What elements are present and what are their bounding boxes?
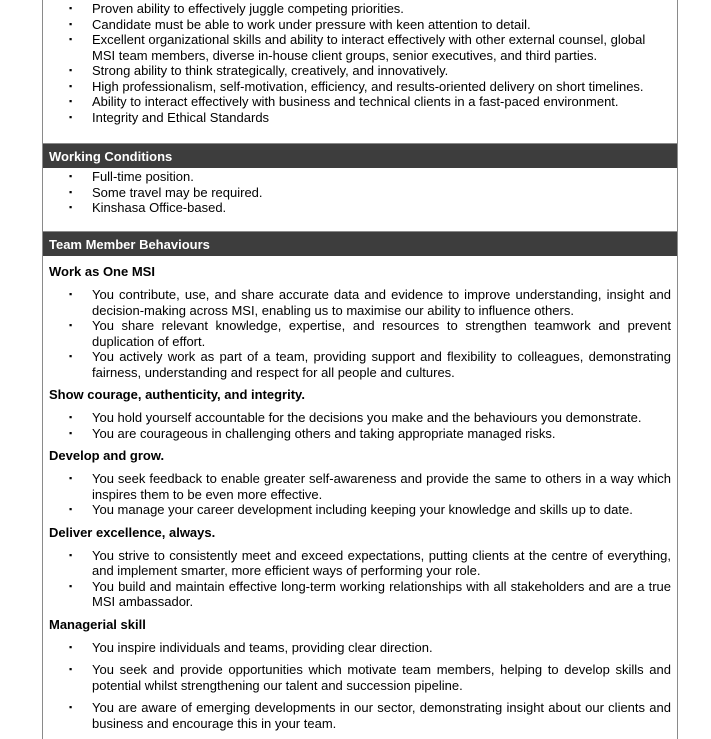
list-item: ▪ You hold yourself accountable for the decisions you make and the behaviours you demonstrate.: [69, 410, 642, 425]
list-item: ▪ Proven ability to effectively juggle competing priorities.: [69, 1, 404, 16]
behaviour-heading: Managerial skill: [49, 616, 146, 632]
bullet-icon: ▪: [69, 171, 73, 181]
bullet-icon: ▪: [69, 65, 73, 75]
bullet-icon: ▪: [69, 34, 73, 44]
working-conditions-list: [43, 169, 677, 216]
document-frame: [42, 0, 678, 739]
behaviour-heading: Show courage, authenticity, and integrity.: [49, 387, 305, 402]
bullet-icon: ▪: [69, 3, 73, 13]
bullet-icon: ▪: [69, 202, 73, 212]
behaviour-heading: Work as One MSI: [49, 264, 155, 279]
behaviour-heading: Develop and grow.: [49, 448, 165, 463]
behaviour-heading: Deliver excellence, always.: [49, 524, 216, 540]
list-item: ▪ You inspire individuals and teams, providing clear direction.: [69, 639, 433, 655]
list-item: ▪ You are courageous in challenging others and taking appropriate managed risks.: [69, 425, 556, 441]
list-item: ▪ You seek feedback to enable greater self-awareness and provide the same to others in a way which inspires them to be even more effective.: [69, 471, 671, 502]
bullet-icon: ▪: [69, 111, 73, 122]
bullet-icon: ▪: [69, 18, 73, 29]
bullet-icon: ▪: [69, 96, 73, 106]
list-item: ▪ You manage your career development including keeping your knowledge and skills up to date.: [69, 502, 633, 517]
working-conditions-section: [43, 143, 677, 216]
section-header-working-conditions: Working Conditions: [43, 143, 677, 168]
behaviour-list: [43, 287, 677, 380]
behaviour-list: [43, 640, 677, 732]
list-item: ▪ Strong ability to think strategically, creatively, and innovatively.: [69, 63, 449, 78]
requirements-list: [43, 1, 677, 125]
list-item: ▪ You strive to consistently meet and exceed expectations, putting clients at the centre of everything, and implement smarter, more efficient ways of performing your role.: [69, 547, 671, 578]
list-item: ▪ Ability to interact effectively with business and technical clients in a fast-paced environment.: [69, 94, 619, 109]
list-item: ▪ You contribute, use, and share accurate data and evidence to improve understanding, insight and decision-making across MSI, enabling us to maximise our ability to influence others.: [69, 287, 671, 318]
list-item: ▪ Kinshasa Office-based.: [69, 200, 227, 215]
behaviour-list: [43, 471, 677, 518]
list-item: ▪ Integrity and Ethical Standards: [69, 109, 270, 125]
list-item: ▪ You are aware of emerging developments in our sector, demonstrating insight about our clients and business and encourage this in your team.: [69, 700, 671, 731]
bullet-icon: ▪: [69, 641, 73, 652]
bullet-icon: ▪: [69, 549, 73, 560]
bullet-icon: ▪: [69, 580, 73, 591]
list-item: ▪ You build and maintain effective long-term working relationships with all stakeholders and are a true MSI ambassador.: [69, 578, 671, 609]
bullet-icon: ▪: [69, 351, 73, 361]
behaviour-list: [43, 548, 677, 610]
bullet-icon: ▪: [69, 186, 73, 197]
list-item: ▪ You seek and provide opportunities which motivate team members, helping to develop skills and potential whilst strengthening our talent and succession pipeline.: [69, 662, 671, 693]
bullet-icon: ▪: [69, 664, 73, 674]
bullet-icon: ▪: [69, 80, 73, 91]
behaviour-list: [43, 410, 677, 441]
bullet-icon: ▪: [69, 473, 73, 483]
team-behaviours-section: [43, 231, 677, 731]
list-item: ▪ You share relevant knowledge, expertise, and resources to strengthen teamwork and prevent duplication of effort.: [69, 318, 671, 349]
list-item: ▪ High professionalism, self-motivation, efficiency, and results-oriented delivery on short timelines.: [69, 78, 644, 94]
list-item: ▪ You actively work as part of a team, providing support and flexibility to colleagues, demonstrating fairness, understanding and respect for all people and cultures.: [69, 349, 671, 380]
bullet-icon: ▪: [69, 412, 73, 422]
bullet-icon: ▪: [69, 320, 73, 330]
list-item: ▪ Some travel may be required.: [69, 184, 263, 200]
section-header-team-behaviours: Team Member Behaviours: [43, 231, 677, 256]
bullet-icon: ▪: [69, 427, 73, 438]
list-item: ▪ Full-time position.: [69, 169, 194, 184]
requirements-section: [43, 1, 677, 125]
bullet-icon: ▪: [69, 504, 73, 514]
bullet-icon: ▪: [69, 289, 73, 299]
bullet-icon: ▪: [69, 702, 73, 712]
list-item: ▪ Candidate must be able to work under pressure with keen attention to detail.: [69, 16, 531, 32]
list-item: ▪ Excellent organizational skills and ability to interact effectively with other external counsel, global MSI team members, diverse in-house client groups, senior executives, and third parties.: [69, 32, 646, 63]
